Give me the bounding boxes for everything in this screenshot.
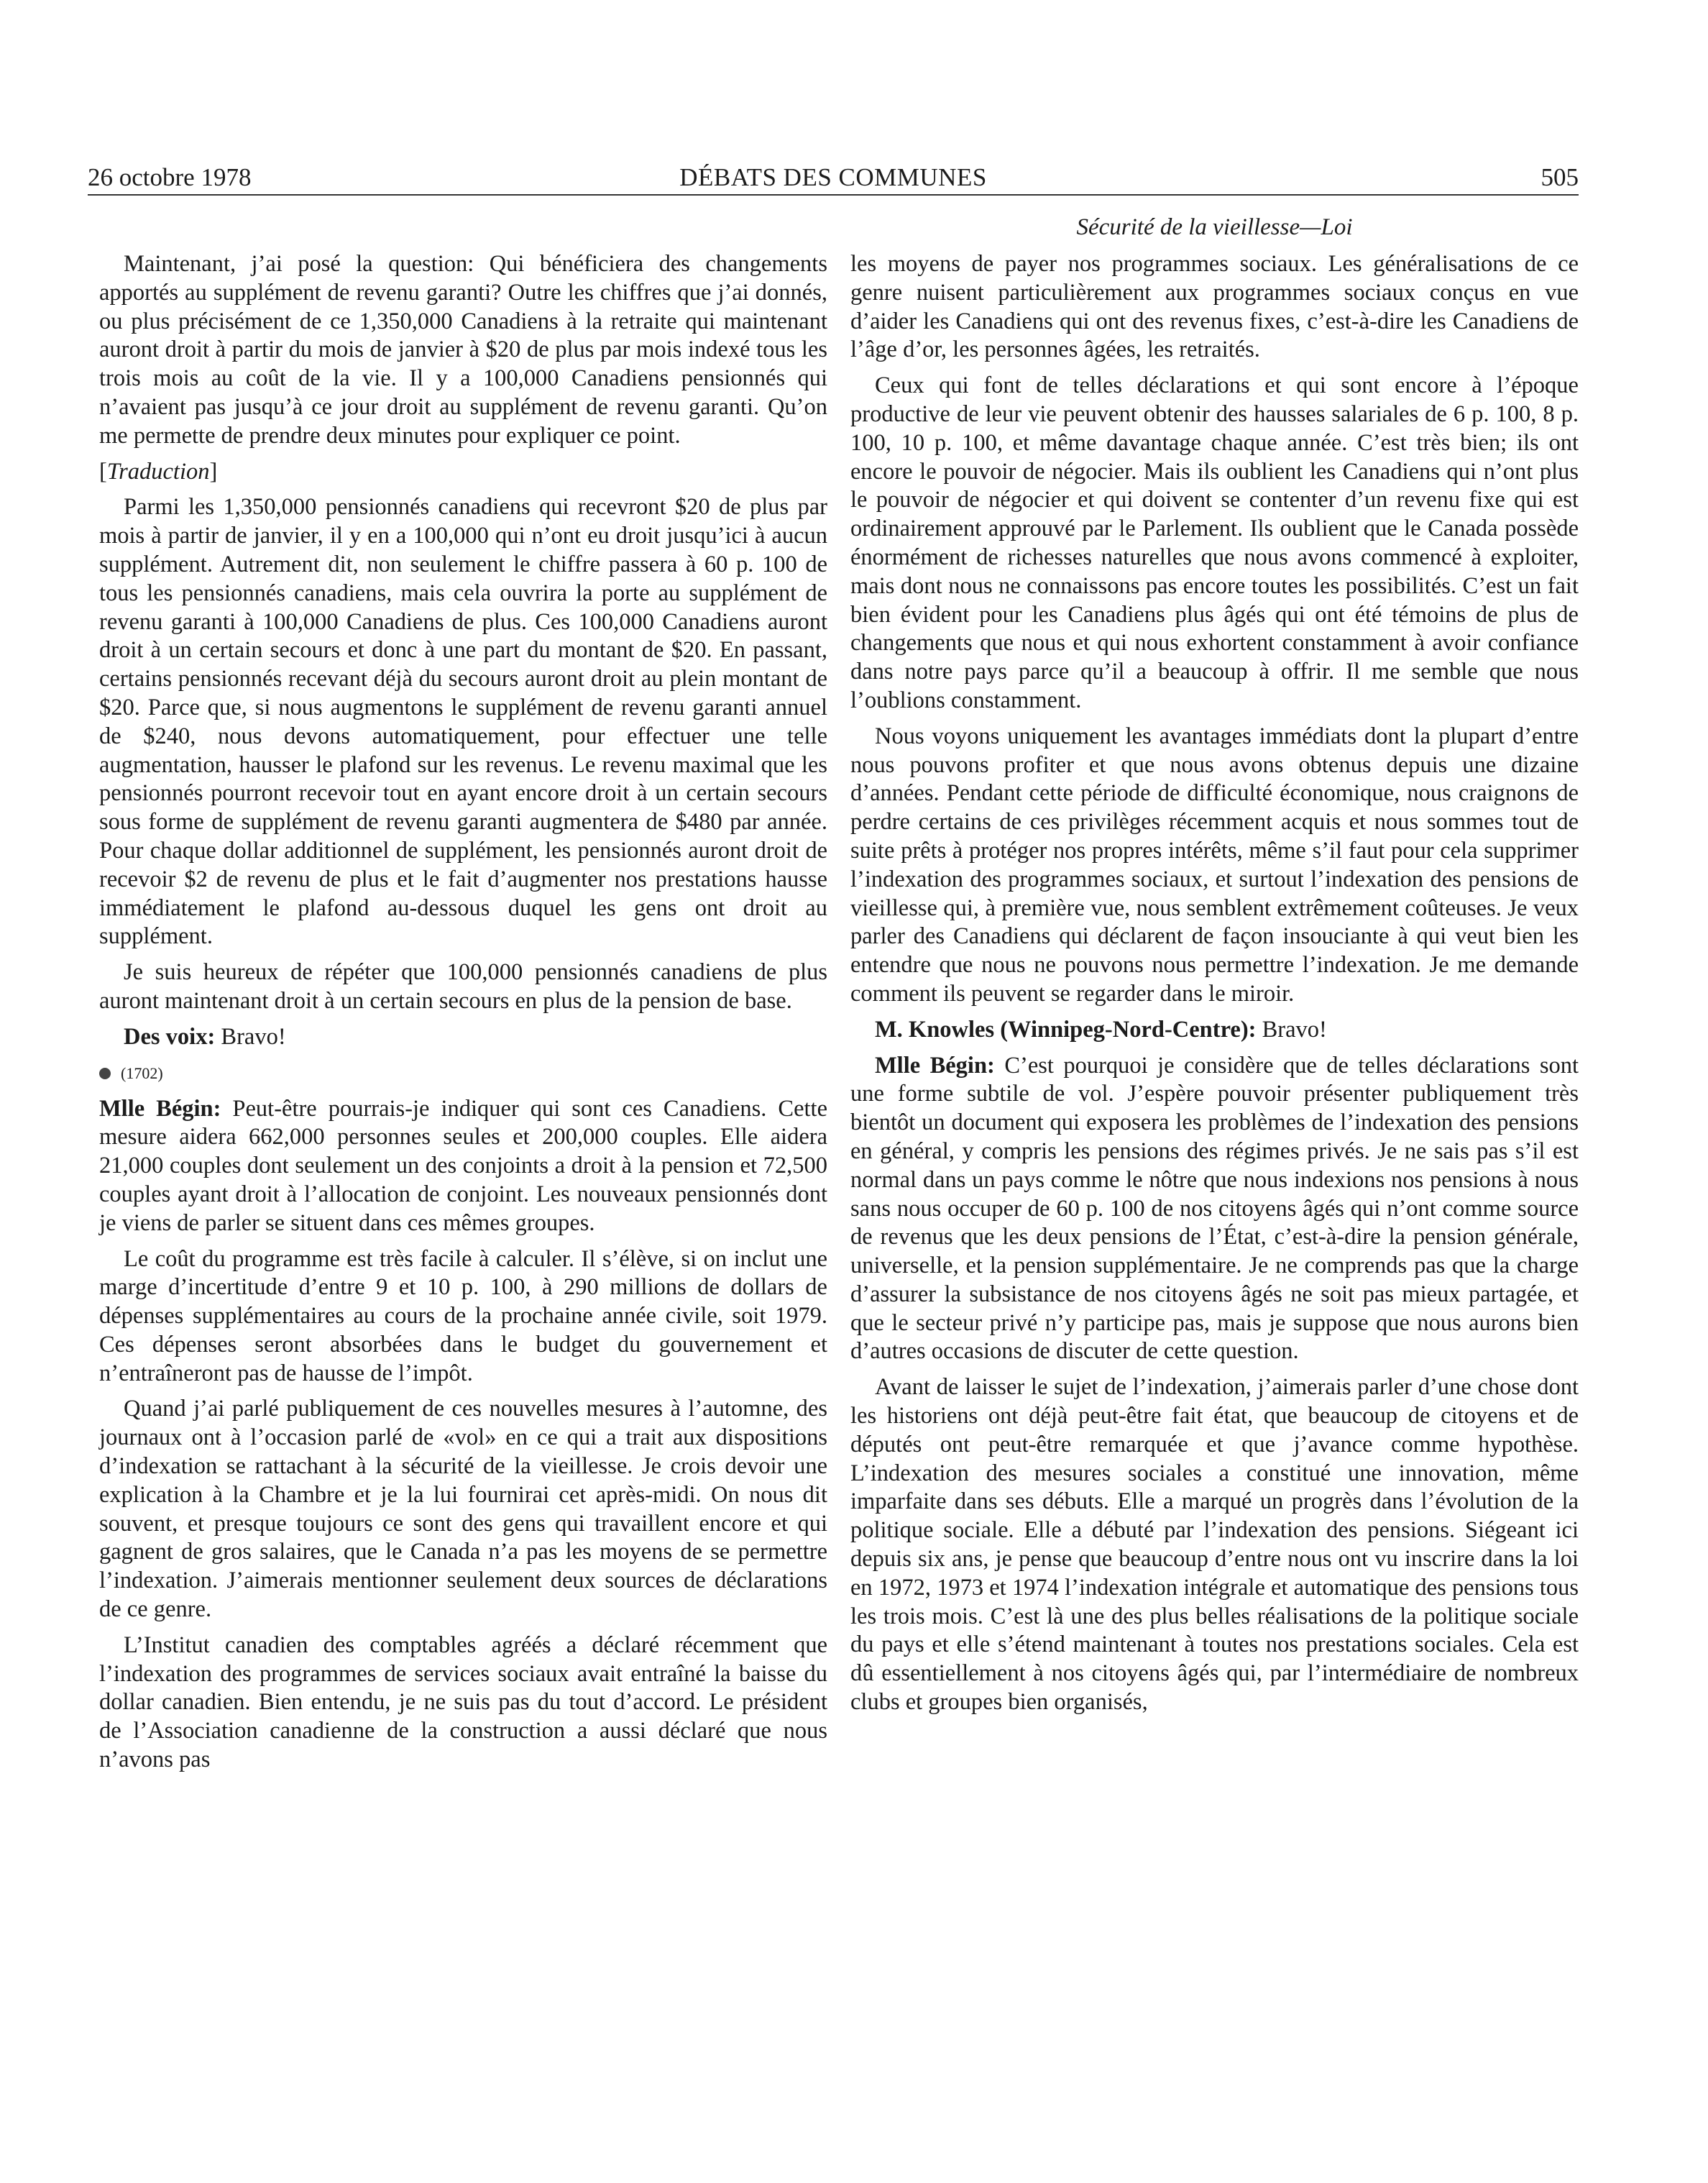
paragraph: Le coût du programme est très facile à calculer. Il s’élève, si on inclut une marge d’incertitude d’entre 9 et 10 p. 100, à 290 millions de dollars de dépenses supplémentaires au cours de la prochaine année civile, soit 1979. Ces dépenses seront absorbées dans le budget du gouvernement et n’entraîneront pas de hausse de l’impôt. [99, 1245, 827, 1386]
paragraph: Ceux qui font de telles déclarations et qui sont encore à l’époque productive de leur vie peuvent obtenir des hausses salariales de 6 p. 100, 8 p. 100, 10 p. 100, et même davantage chaque année. C’est très bien; ils ont encore le pouvoir de négocier. Mais ils oublient les Canadiens qui n’ont plus le pouvoir de négocier et qui doivent se contenter d’un revenu fixe qui est ordinairement approuvé par le Parlement. Ils oublient que le Canada possède énormément de richesses naturelles que nous avons commencé à exploiter, mais dont nous ne connaissons pas encore toutes les possibilités. C’est un fait bien évident pour les Canadiens plus âgés qui ont été témoins de plus de changements que nous et qui nous exhortent constamment à avoir confiance dans notre pays parce qu’il a beaucoup à offrir. Il me semble que nous l’oublions constamment. [850, 372, 1579, 713]
speaker-name: Mlle Bégin: [875, 1052, 995, 1079]
speaker-name: Des voix: [124, 1023, 216, 1050]
speaker-name: Mlle Bégin: [99, 1095, 221, 1122]
bracket-close: ] [209, 458, 218, 485]
page-header [88, 160, 1579, 196]
traduction-note [99, 458, 827, 487]
speech-text: Peut-être pourrais-je indiquer qui sont ces Canadiens. Cette mesure aidera 662,000 personnes seules et 200,000 couples. Elle aidera 21,000 couples dont seulement un des conjoints a droit à la pension et 72,500 couples ayant droit à l’allocation de conjoint. Les nouveaux pensionnés dont je viens de parler se situent dans ces mêmes groupes. [99, 1095, 827, 1236]
paragraph: les moyens de payer nos programmes sociaux. Les généralisations de ce genre nuisent particulièrement aux programmes sociaux conçus en vue d’aider les Canadiens qui ont des revenus fixes, c’est-à-dire les Canadiens de l’âge d’or, les personnes âgées, les retraités. [850, 251, 1579, 363]
right-column [850, 250, 1579, 1724]
paragraph: Maintenant, j’ai posé la question: Qui bénéficiera des changements apportés au supplément de revenu garanti? Outre les chiffres que j’ai donnés, ou plus précisément de ce 1,350,000 Canadiens à la retraite qui maintenant auront droit à partir du mois de janvier à $20 de plus par mois indexé tous les trois mois au coût de la vie. Il y a 100,000 Canadiens pensionnés qui n’avaient pas jusqu’à ce jour droit au supplément de revenu garanti. Qu’on me permette de prendre deux minutes pour expliquer ce point. [99, 251, 827, 449]
section-title: Sécurité de la vieillesse—Loi [1076, 214, 1353, 240]
timestamp [99, 1059, 827, 1088]
paragraph: Nous voyons uniquement les avantages immédiats dont la plupart d’entre nous pouvons profiter et que nous avons obtenus depuis une dizaine d’années. Pendant cette période de difficulté économique, nous craignons de perdre certains de ces privilèges récemment acquis et nous sommes tout de suite prêts à protéger nos propres intérêts, même s’il faut pour cela supprimer l’indexation des programmes sociaux, et surtout l’indexation des pensions de vieillesse qui, à première vue, nous semblent extrêmement coûteuses. Je veux parler des Canadiens qui déclarent de façon insouciante à qui veut bien les entendre que nous ne pouvons nous permettre l’indexation. Je me demande comment ils peuvent se regarder dans le miroir. [850, 723, 1579, 1007]
header-page-number: 505 [1541, 163, 1579, 191]
header-date: 26 octobre 1978 [88, 163, 252, 191]
paragraph: Je suis heureux de répéter que 100,000 pensionnés canadiens de plus auront maintenant droit à un certain secours en plus de la pension de base. [99, 959, 827, 1014]
bullet-icon [99, 1068, 111, 1079]
traduction-label: Traduction [106, 458, 210, 485]
speech-text: C’est pourquoi je considère que de telles déclarations sont une forme subtile de vol. J’espère pouvoir présenter publiquement très bientôt un document qui exposera les problèmes de l’indexation des pensions en général, y compris les pensions des régimes privés. Je ne sais pas s’il est normal dans un pays comme le nôtre que nous indexions nos pensions à nous sans nous occuper de 60 p. 100 de nos citoyens âgés qui n’ont comme source de revenus que les deux pensions de l’État, c’est-à-dire la pension générale, universelle, et la pension supplémentaire. Je ne comprends pas que la charge d’assurer la subsistance de nos citoyens âgés ne soit pas mieux partagée, et que le secteur privé n’y participe pas, mais je suppose que nous aurons bien d’autres occasions de discuter de cette question. [850, 1052, 1579, 1365]
paragraph: Parmi les 1,350,000 pensionnés canadiens qui recevront $20 de plus par mois à partir de janvier, il y en a 100,000 qui n’ont eu droit jusqu’ici à aucun supplément. Autrement dit, non seulement le chiffre passera à 60 p. 100 de tous les pensionnés canadiens, mais cela ouvrira la porte au supplément de revenu garanti à 100,000 Canadiens de plus. Ces 100,000 Canadiens auront droit à un certain secours et donc à une part du montant de $20. En passant, certains pensionnés recevant déjà du secours auront droit au plein montant de $20. Parce que, si nous augmentons le supplément de revenu garanti annuel de $240, nous devons automatiquement, pour effectuer une telle augmentation, hausser le plafond sur les revenus. Le revenu maximal que les pensionnés pourront recevoir tout en ayant encore droit à un certain secours sous forme de supplément de revenu garanti augmentera de $480 par année. Pour chaque dollar additionnel de supplément, les pensionnés auront droit de recevoir $2 de revenu de plus et le fait d’augmenter nos prestations hausse immédiatement le plafond au-dessous duquel les gens ont droit au supplément. [99, 494, 827, 950]
header-publication: DÉBATS DES COMMUNES [679, 163, 987, 191]
bracket-open: [ [99, 458, 107, 485]
left-column [99, 250, 827, 1782]
paragraph: Avant de laisser le sujet de l’indexation, j’aimerais parler d’une chose dont les historiens ont déjà peut-être fait état, que beaucoup de citoyens et de députés ont peut-être remarquée et que j’avance comme hypothèse. L’indexation des mesures sociales a constitué une innovation, même imparfaite dans ses débuts. Elle a marqué un progrès dans l’évolution de la politique sociale. Elle a débuté par l’indexation des pensions. Siégeant ici depuis six ans, je pense que beaucoup d’entre nous ont vu inscrire dans la loi en 1972, 1973 et 1974 l’indexation intégrale et automatique des pensions tous les trois mois. C’est là une des plus belles réalisations de la politique sociale du pays et elle s’étend maintenant à toutes nos prestations sociales. Cela est dû essentiellement à nos citoyens âgés qui, par l’intermédiaire de nombreux clubs et groupes bien organisés, [850, 1374, 1579, 1716]
speech-text: Bravo! [221, 1023, 286, 1050]
timestamp-text: (1702) [121, 1063, 163, 1082]
header-rule [88, 194, 1579, 196]
interjection [850, 1016, 1579, 1045]
speaker-name: M. Knowles (Winnipeg-Nord-Centre): [875, 1016, 1257, 1043]
speech [99, 1095, 827, 1238]
interjection [99, 1023, 827, 1052]
speech-text: Bravo! [1262, 1016, 1327, 1043]
paragraph: Quand j’ai parlé publiquement de ces nouvelles mesures à l’automne, des journaux ont à l’occasion parlé de «vol» en ce qui a trait aux dispositions d’indexation se rattachant à la sécurité de la vieillesse. Je crois devoir une explication à la Chambre et je la lui fournirai cet après-midi. On nous dit souvent, et presque toujours ce sont des gens qui travaillent encore et qui gagnent de gros salaires, que le Canada n’a pas les moyens de se permettre l’indexation. J’aimerais mentionner seulement deux sources de déclarations de ce genre. [99, 1396, 827, 1623]
paragraph: L’Institut canadien des comptables agréés a déclaré récemment que l’indexation des programmes de services sociaux avait entraîné la baisse du dollar canadien. Bien entendu, je ne suis pas du tout d’accord. Le président de l’Association canadienne de la construction a aussi déclaré que nous n’avons pas [99, 1631, 827, 1773]
speech [850, 1052, 1579, 1367]
